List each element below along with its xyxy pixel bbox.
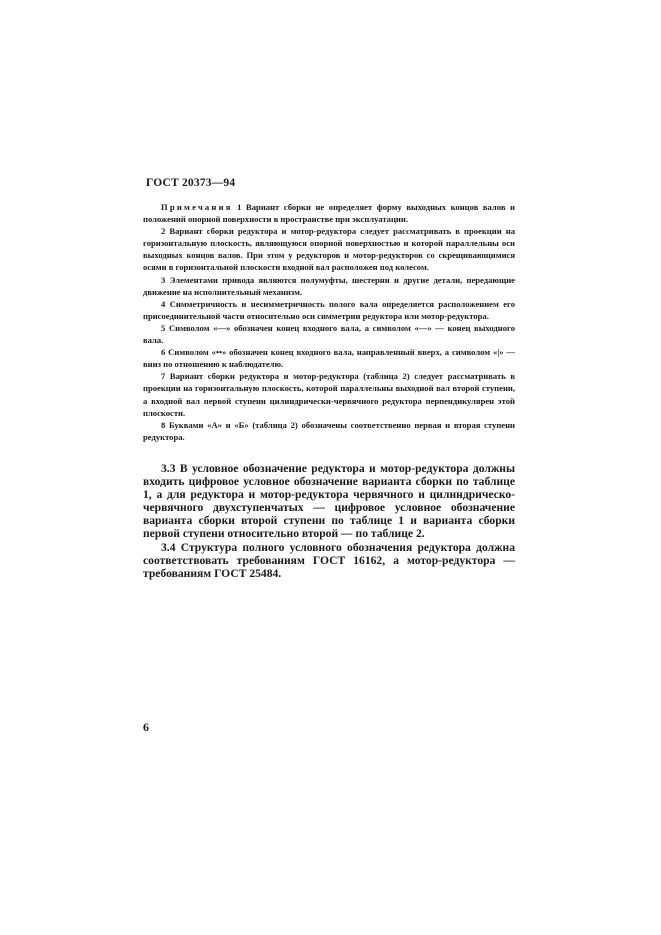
- paragraph-3-3: 3.3 В условное обозначение редуктора и мотор-редуктора должны входить цифровое условное обозначение варианта сборки по таблице 1, а для редуктора и мотор-редуктора червячного и цилиндрическо-червячного двухступенчатых — цифровое условное обозначение варианта сборки второй ступени по таблице 1 и варианта сборки первой ступени относительно второй — по таблице 2.: [143, 462, 515, 541]
- note-text: 1 Вариант сборки не определяет форму выходных концов валов и положений опорной поверхности в пространстве при эксплуатации.: [143, 202, 515, 225]
- main-text: [143, 462, 515, 580]
- note-item-6: 6 Символом «••» обозначен конец входного вала, направленный вверх, а символом «|» — вниз по отношению к наблюдателю.: [143, 347, 515, 370]
- note-item-8: 8 Буквами «А» и «Б» (таблица 2) обозначены соответственно первая и вторая ступени редуктора.: [143, 419, 515, 442]
- note-item-4: 4 Симметричность и несимметричность полого вала определяется расположением его присоединительной части относительно оси симметрии редуктора или мотор-редуктора.: [143, 298, 515, 321]
- note-item-2: 2 Вариант сборки редуктора и мотор-редуктора следует рассматривать в проекции на горизонтальную плоскость, являющуюся опорной поверхностью и которой параллельны оси выходных концов валов. При этом у редукторов и мотор-редукторов со скрещивающимися осями в горизонтальной плоскости входной вал расположен под колесом.: [143, 226, 515, 273]
- paragraph-3-4: 3.4 Структура полного условного обозначения редуктора должна соответствовать требованиям ГОСТ 16162, а мотор-редуктора — требованиям ГОСТ 25484.: [143, 540, 515, 580]
- document-code: ГОСТ 20373—94: [146, 177, 236, 189]
- notes-heading: Примечания: [161, 202, 233, 212]
- note-item-1: [143, 201, 515, 225]
- note-item-7: 7 Вариант сборки редуктора и мотор-редуктора (таблица 2) следует рассматривать в проекции на горизонтальную плоскость, которой параллельны выходной вал второй ступени, а входной вал первой ступени цилиндрически-червячного редуктора перпендикулярен этой плоскости.: [143, 371, 515, 418]
- page-number: 6: [143, 720, 149, 734]
- note-item-3: 3 Элементами привода являются полумуфты, шестерни и другие детали, передающие движение на исполнительный механизм.: [143, 274, 515, 297]
- notes-block: [143, 201, 515, 443]
- note-item-5: 5 Символом «—» обозначен конец входного вала, а символом «—» — конец выходного вала.: [143, 322, 515, 346]
